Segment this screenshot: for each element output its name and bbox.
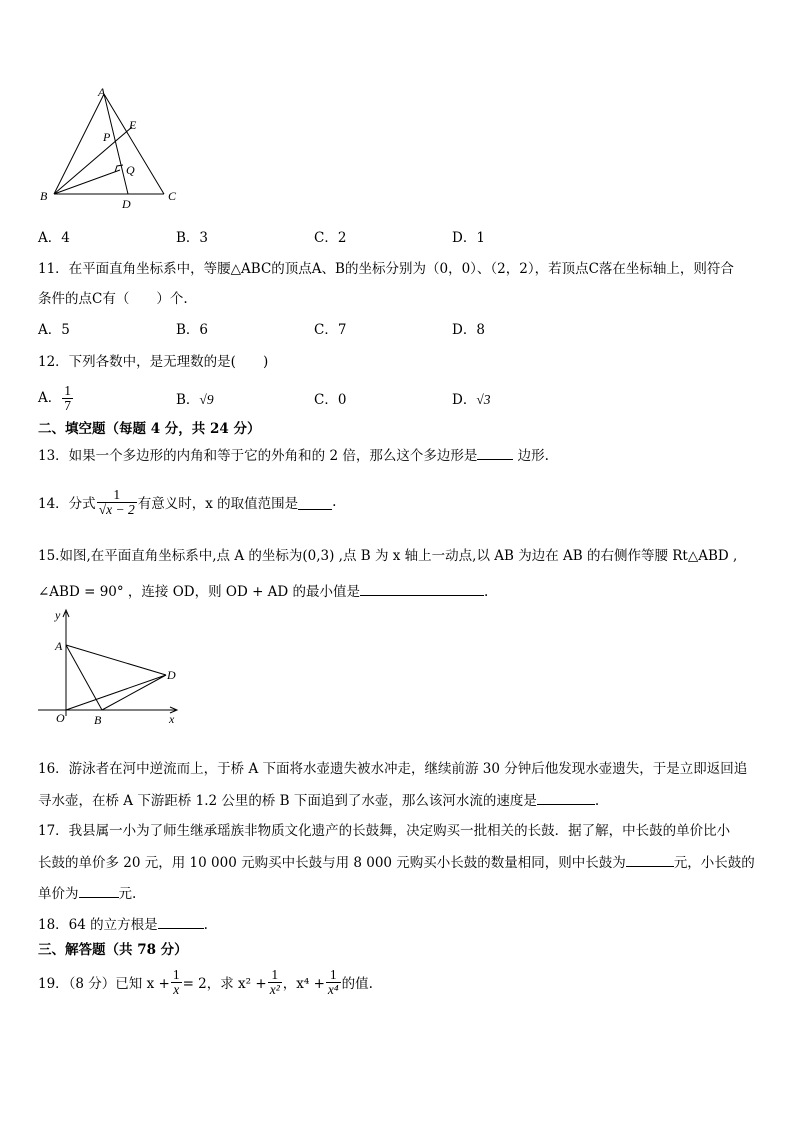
coordinate-figure-q15 [36,606,186,731]
q10-options [38,228,590,248]
segment-ad [66,645,166,675]
answer-blank[interactable] [537,790,595,805]
q12-stem: 12．下列各数中，是无理数的是( ) [38,354,269,370]
fraction-1-over-x: $\frac{1}{x}$ [172,966,180,997]
segment-ab [66,645,102,710]
q10-option-a: A．4 [38,230,70,246]
q14: 14．分式 $\frac{1}{√x - 2}$ 有意义时，x 的取值范围是 . [38,486,337,517]
q11-line1: 11．在平面直角坐标系中，等腰△ABC的顶点A、B的坐标分别为（0，0）、（2，2），若顶点C落在坐标轴上，则符合 [38,261,734,277]
label-e: E [129,118,137,132]
label-b: B [40,189,48,203]
q11-option-d: D．8 [452,322,485,338]
fraction-one-seventh: $\frac{1}{7}$ [64,382,71,413]
q11-option-a: A．5 [38,322,70,338]
q12-option-a: A． $\frac{1}{7}$ [38,382,71,413]
q15-line2: ∠ABD = 90° ，连接 OD，则 OD + AD 的最小值是 . [38,581,488,602]
edge-ac [104,94,164,194]
segment-bd [102,675,166,710]
segment-od [66,675,166,710]
label-q: Q [126,163,135,177]
answer-blank[interactable] [477,445,513,460]
fraction-1-over-x-squared: $\frac{1}{\text{x²}}$ [269,966,280,997]
answer-blank-small-drum[interactable] [79,883,119,898]
q11-line2: 条件的点C有（ ）个. [38,291,188,307]
triangle-figure-q10 [36,84,186,214]
label-y: y [55,608,61,622]
q19: 19．（8 分）已知 x + $\frac{1}{x}$ = 2，求 x² + $\frac{1}{\text{x²}}$ ，x⁴ + $\frac{1}{\text{x⁴}}$ 的值. [38,966,373,997]
q12-options [38,380,590,416]
answer-blank[interactable] [360,581,484,596]
answer-blank[interactable] [158,914,204,929]
label-d: D [167,668,176,682]
answer-blank[interactable] [298,495,332,510]
label-a: A [55,639,63,653]
q10-option-c: C．2 [314,230,347,246]
label-o: O [56,711,65,725]
q17-line2: 长鼓的单价多 20 元，用 10 000 元购买中长鼓与用 8 000 元购买小长鼓的数量相同，则中长鼓为 元，小长鼓的 [38,852,755,873]
segment-ad [104,94,128,194]
q17-line3: 单价为 元. [38,883,136,904]
q11-option-b: B．6 [176,322,209,338]
q13: 13．如果一个多边形的内角和等于它的外角和的 2 倍，那么这个多边形是 边形. [38,445,549,466]
fraction-q14: $\frac{1}{√x - 2}$ [98,486,135,517]
section-3-title: 三、解答题（共 78 分） [38,942,188,958]
q12-option-b: B．√9 [176,392,214,408]
section-2-title: 二、填空题（每题 4 分，共 24 分） [38,421,261,437]
label-x: x [169,712,175,726]
answer-blank-medium-drum[interactable] [626,852,674,867]
q18: 18．64 的立方根是 . [38,914,208,935]
q11-option-c: C．7 [314,322,347,338]
label-d: D [122,197,131,211]
q12-option-c: C．0 [314,392,347,408]
label-a: A [98,85,106,99]
label-b: B [94,713,102,727]
q10-option-d: D．1 [452,230,485,246]
label-p: P [103,130,111,144]
q17-line1: 17．我县属一小为了师生继承瑶族非物质文化遗产的长鼓舞，决定购买一批相关的长鼓．据了解，中长鼓的单价比小 [38,823,731,839]
q11-options [38,320,590,340]
label-c: C [168,189,177,203]
fraction-1-over-x-fourth: $\frac{1}{\text{x⁴}}$ [327,966,339,997]
q15-line1: 15.如图,在平面直角坐标系中,点 A 的坐标为(0,3) ,点 B 为 x 轴上一动点,以 AB 为边在 AB 的右侧作等腰 Rt△ABD , [38,548,738,564]
q12-option-d: D．√3 [452,392,491,408]
q16-line2: 寻水壶，在桥 A 下游距桥 1.2 公里的桥 B 下面追到了水壶，那么该河水流的速度是 . [38,790,599,811]
q10-option-b: B．3 [176,230,209,246]
q16-line1: 16．游泳者在河中逆流而上，于桥 A 下面将水壶遗失被水冲走，继续前游 30 分钟后他发现水壶遗失，于是立即返回追 [38,761,748,777]
